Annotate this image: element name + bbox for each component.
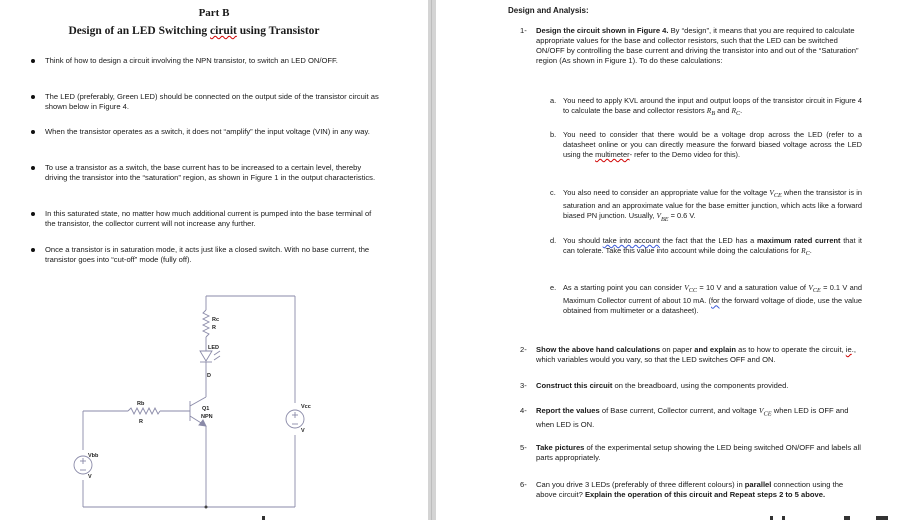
- sub-item-letter: e.: [550, 283, 557, 292]
- math-var: V: [656, 211, 662, 221]
- item-bold-text: Take pictures: [536, 443, 585, 452]
- sub-list-item: [550, 96, 862, 119]
- ruler-mark: [844, 516, 850, 520]
- math-sub: BE: [661, 216, 669, 223]
- spelling-error-word[interactable]: multimeter: [595, 150, 630, 159]
- title-text-1: Design of an LED Switching: [68, 25, 211, 37]
- math-sub: CE: [773, 193, 782, 200]
- section-heading: Design and Analysis:: [508, 6, 589, 15]
- sub-item-text: the fact that the LED has a: [659, 236, 757, 245]
- bullet-text: To use a transistor as a switch, the base current has to be increased to a certain level, thereby driving the transistor into the “saturation” region, as shown in Figure 1 in the output characteristics.: [45, 163, 376, 182]
- vcc-label: Vcc: [301, 404, 311, 410]
- sub-item-letter: b.: [550, 130, 557, 139]
- math-var: V: [758, 406, 764, 415]
- math-var: R: [801, 246, 806, 255]
- document-page-left: [0, 0, 428, 520]
- list-item: [520, 443, 862, 463]
- sub-item-bold: maximum rated current: [757, 236, 841, 245]
- item-bold-text: Report the values: [536, 406, 600, 415]
- item-text: Can you drive 3 LEDs (preferably of three different colours) in: [536, 480, 745, 489]
- led-value: D: [207, 373, 211, 379]
- vcc-value: V: [301, 428, 305, 434]
- bullet-text: Once a transistor is in saturation mode, it acts just like a closed switch. With no base current, the transistor goes into “cut-off” mode (fully off).: [45, 245, 370, 264]
- item-text: By “design”, it means that you are required to calculate appropriate values for the base and collector resistors, such that the LED can be switched ON/OFF by controlling the base current and driving the transistor into and out of the “Saturation” region (As shown in Figure 1). To do these calculations:: [536, 26, 859, 65]
- math-sub: CE: [763, 410, 772, 418]
- rc-resistor-icon: [203, 310, 209, 337]
- list-item: [520, 345, 862, 365]
- sub-item-text: .: [809, 246, 812, 255]
- rb-label: Rb: [137, 401, 145, 407]
- item-text: on paper: [660, 345, 695, 354]
- page-divider: [431, 0, 432, 520]
- bullet-text: The LED (preferably, Green LED) should be connected on the output side of the transistor circuit as shown below in Figure 4.: [45, 92, 379, 111]
- transistor-circuit-diagram: [0, 285, 428, 520]
- math-var: R: [706, 106, 712, 115]
- sub-item-text: = 0.1 V and Maximum Collector current of about 10 mA. (: [563, 283, 862, 306]
- item-text: connection using the above circuit?: [536, 480, 844, 499]
- bullet-item: [45, 245, 380, 265]
- item-text: as to how to operate the circuit,: [736, 345, 846, 354]
- list-item: [520, 26, 862, 66]
- math-sub: CC: [688, 288, 697, 295]
- title-text-2: using Transistor: [236, 25, 320, 37]
- item-bold-text: and explain: [694, 345, 737, 354]
- page-title: [0, 25, 388, 37]
- sub-item-text: As a starting point you can consider: [563, 283, 685, 292]
- grammar-suggestion-phrase[interactable]: take into account: [602, 236, 660, 245]
- led-label: LED: [208, 345, 219, 351]
- bullet-dot-icon: [31, 248, 35, 252]
- transistor-label: Q1: [202, 406, 210, 412]
- sub-list-item: [550, 130, 862, 160]
- math-sub: C: [805, 251, 810, 258]
- sub-item-letter: a.: [550, 96, 557, 105]
- bullet-item: [45, 163, 380, 183]
- sub-item-text: - refer to the Demo video for this).: [629, 150, 741, 159]
- ruler-mark: [770, 516, 773, 520]
- math-sub: B: [711, 111, 716, 118]
- item-bold-text: Construct this circuit: [536, 381, 613, 390]
- item-number: 1-: [520, 26, 527, 35]
- vbb-label: Vbb: [88, 453, 99, 459]
- sub-list-item: [550, 283, 863, 316]
- bullet-text: When the transistor operates as a switch, it does not “amplify” the input voltage (VIN) in any way.: [45, 127, 370, 136]
- item-text: when LED is OFF and when LED is ON.: [536, 406, 849, 429]
- vbb-value: V: [88, 474, 92, 480]
- item-bold-text: Show the above hand calculations: [536, 345, 661, 354]
- item-text: of the experimental setup showing the LED being switched ON/OFF and labels all parts appropriately.: [536, 443, 861, 462]
- part-heading: Part B: [198, 7, 230, 19]
- item-text: of Base current, Collector current, and voltage: [599, 406, 759, 415]
- rb-resistor-icon: [128, 408, 160, 414]
- list-item: [520, 381, 862, 391]
- item-bold-text: Design the circuit shown in Figure 4.: [536, 26, 669, 35]
- vcc-source-icon: [286, 410, 304, 428]
- item-bold-text: Explain the operation of this circuit and Repeat steps 2 to 5 above.: [584, 490, 826, 499]
- bullet-dot-icon: [31, 59, 35, 63]
- math-sub: C: [736, 111, 741, 118]
- transistor-type: NPN: [201, 414, 213, 420]
- bullet-dot-icon: [31, 166, 35, 170]
- list-item: [520, 480, 862, 500]
- ruler-mark: [262, 516, 265, 520]
- item-number: 4-: [520, 406, 527, 415]
- math-var: V: [769, 188, 774, 197]
- sub-item-text: You need to apply KVL around the input and output loops of the transistor circuit in Figure 4 to calculate the base and collector resistors: [563, 96, 862, 115]
- item-number: 3-: [520, 381, 527, 390]
- item-text: on the breadboard, using the components provided.: [612, 381, 789, 390]
- bullet-item: [45, 209, 380, 229]
- sub-list-item: [550, 236, 862, 259]
- rb-value: R: [139, 419, 143, 425]
- sub-item-letter: d.: [550, 236, 557, 245]
- sub-item-text: that it can tolerate. Take this value into account while doing the calculations for: [563, 236, 862, 255]
- bullet-dot-icon: [31, 130, 35, 134]
- bullet-text: Think of how to design a circuit involving the NPN transistor, to switch an LED ON/OFF.: [45, 56, 338, 65]
- item-number: 2-: [520, 345, 527, 354]
- bullet-item: [45, 56, 380, 66]
- sub-item-text: .: [740, 106, 743, 115]
- sub-item-text: when the transistor is in saturation and an approximate value for the base emitter junction, which acts like a forward biased PN junction. Usually,: [563, 188, 862, 221]
- sub-item-text: You also need to consider an appropriate value for the voltage: [563, 188, 770, 197]
- ruler-mark: [782, 516, 785, 520]
- page-gap: [428, 0, 436, 520]
- sub-item-text: You should: [563, 236, 603, 245]
- spelling-error-word[interactable]: ciruit: [210, 25, 237, 37]
- rc-label: Rc: [212, 317, 220, 323]
- math-var: V: [684, 283, 689, 292]
- ruler-mark: [876, 516, 888, 520]
- item-number: 6-: [520, 480, 527, 489]
- grammar-suggestion-phrase[interactable]: for: [710, 296, 720, 306]
- item-text: ., which variables would you vary, so that the LED switches OFF and ON.: [536, 345, 856, 364]
- item-number: 5-: [520, 443, 527, 452]
- bullet-text: In this saturated state, no matter how much additional current is pumped into the base terminal of the transistor, the collector current will not increase any further.: [45, 209, 372, 228]
- spelling-error-word[interactable]: ie: [845, 345, 852, 354]
- sub-list-item: [550, 188, 862, 225]
- sub-item-text: the forward voltage of diode, use the value obtained from multimeter or a datasheet).: [563, 296, 863, 316]
- ground-node-icon: [205, 506, 208, 509]
- sub-item-text: and: [715, 106, 732, 115]
- math-sub: CE: [812, 288, 821, 295]
- math-var: V: [808, 283, 813, 292]
- led-diode-icon: [200, 351, 220, 362]
- sub-item-letter: c.: [550, 188, 556, 197]
- sub-item-text: You need to consider that there would be a voltage drop across the LED (refer to a datasheet online or you can directly measure the forward biased voltage across the LED using the: [563, 130, 862, 159]
- bullet-dot-icon: [31, 212, 35, 216]
- sub-item-text: = 10 V and a saturation value of: [696, 283, 809, 292]
- sub-item-text: = 0.6 V.: [668, 211, 696, 221]
- rc-value: R: [212, 325, 216, 331]
- math-var: R: [731, 106, 737, 115]
- bullet-item: [45, 127, 380, 137]
- item-bold-text: parallel: [744, 480, 772, 489]
- bullet-dot-icon: [31, 95, 35, 99]
- list-item: [520, 406, 862, 430]
- document-page-right: [436, 0, 914, 520]
- bullet-item: [45, 92, 380, 112]
